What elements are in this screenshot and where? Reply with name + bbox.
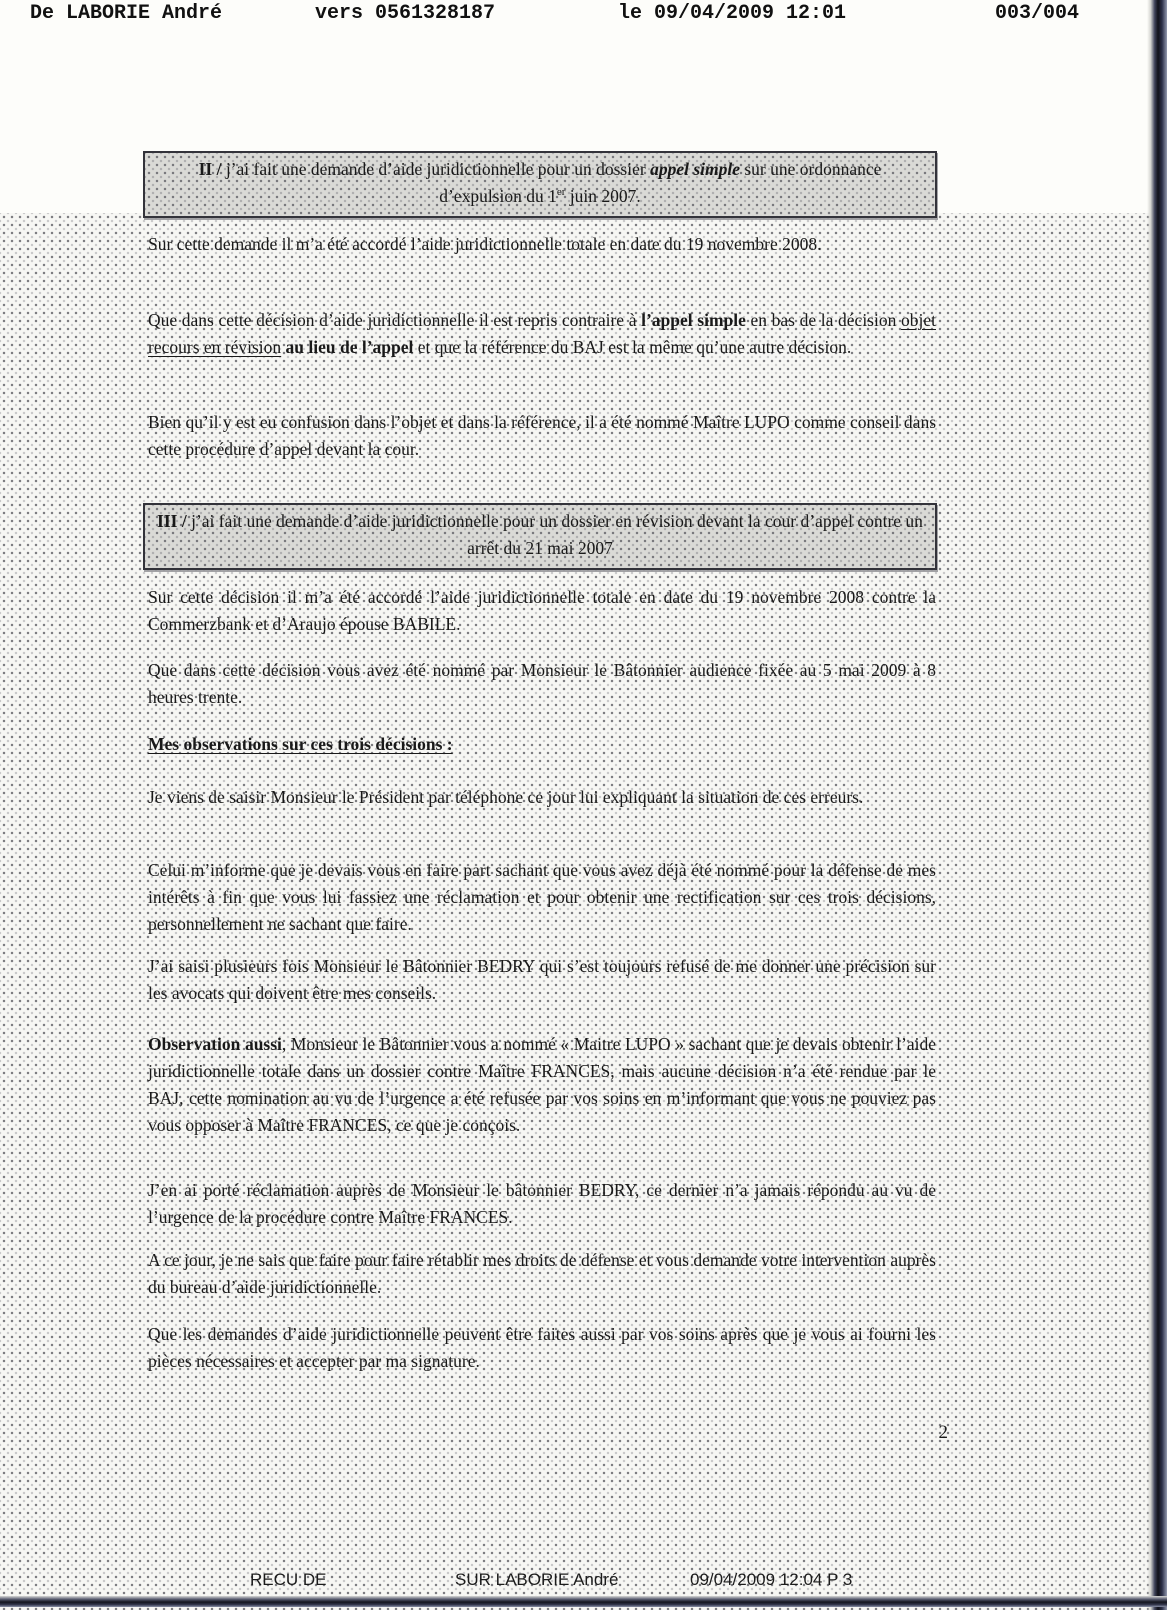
paragraph — [148, 953, 936, 1007]
paragraph — [148, 784, 936, 811]
fax-page-counter: 003/004 — [995, 2, 1080, 25]
scan-edge-right — [1147, 0, 1167, 1610]
text-run: Celui m’informe que je devais vous en faire part sachant que vous avez déjà été nommé pour la défense de mes intérêts à fin que vous lui fassiez une réclamation et pour obtenir une rectification sur ces trois décisions, personnellement ne sachant que faire. — [148, 860, 936, 934]
text-run: Je viens de saisir Monsieur le Président par téléphone ce jour lui expliquant la situation de ces erreurs. — [148, 787, 864, 807]
text-run: appel simple — [650, 159, 740, 179]
paragraph — [148, 657, 936, 711]
text-run: A ce jour, je ne sais que faire pour faire rétablir mes droits de défense et vous demande votre intervention auprès du bureau d’aide juridictionnelle. — [148, 1250, 936, 1297]
page-number: 2 — [938, 1422, 948, 1443]
text-run: J’ai saisi plusieurs fois Monsieur le Bâtonnier BEDRY qui s’est toujours refusé de me donner une précision sur les avocats qui doivent être mes conseils. — [148, 956, 936, 1003]
paragraph — [148, 1177, 936, 1231]
text-run: sur une ordonnance d’expulsion du 1 — [439, 159, 882, 206]
text-run: j’ai fait une demande d’aide juridictionnelle pour un dossier en révision devant la cour d’appel contre un arrêt du 21 mai 2007 — [186, 511, 923, 558]
text-run: II / — [198, 159, 226, 179]
paragraph — [148, 857, 936, 938]
section-heading-box — [143, 503, 937, 570]
text-run: Bien qu’il y est eu confusion dans l’objet et dans la référence, il a été nommé Maître LUPO comme conseil dans cette procédure d’appel devant la cour. — [148, 412, 936, 459]
text-run: er — [556, 186, 566, 199]
text-run: Observation aussi — [148, 1034, 282, 1054]
paragraph — [148, 307, 936, 361]
text-run: juin 2007. — [565, 186, 641, 206]
text-run: Que dans cette décision vous avez été nommé par Monsieur le Bâtonnier audience fixée au 5 mai 2009 à 8 heures trente. — [148, 660, 936, 707]
paragraph — [148, 1247, 936, 1301]
text-run: , Monsieur le Bâtonnier vous a nommé « Maitre LUPO » sachant que je devais obtenir l’aide juridictionnelle totale dans un dossier contre Maître FRANCES, mais aucune décision n’a été rendue par le BAJ, cette nomination au vu de l’urgence a été refusée par vos soins en m’informant que vous ne pouviez pas vous opposer à Maître FRANCES, ce que je conçois. — [148, 1034, 936, 1135]
text-run: Que les demandes d’aide juridictionnelle peuvent être faites aussi par vos soins après que je vous ai fourni les pièces nécessaires et accepter par ma signature. — [148, 1324, 936, 1371]
paragraph — [148, 584, 936, 638]
fax-received-label: RECU DE — [250, 1570, 327, 1589]
section-heading — [148, 731, 936, 758]
text-run: l’appel simple — [641, 310, 746, 330]
fax-sender-label: SUR LABORIE André — [455, 1570, 619, 1589]
fax-sender-name: De LABORIE André — [30, 2, 223, 25]
text-run: III / — [157, 511, 187, 531]
text-run: J’en ai porté réclamation auprès de Monsieur le bâtonnier BEDRY, ce dernier n’a jamais répondu au vu de l’urgence de la procédure contre Maître FRANCES. — [148, 1180, 936, 1227]
paragraph — [148, 1031, 936, 1139]
text-run: et que la référence du BAJ est la même qu’une autre décision. — [413, 337, 852, 357]
text-run: au lieu de l’appel — [285, 337, 414, 357]
text-run: en bas de la décision — [745, 310, 901, 330]
fax-datetime: le 09/04/2009 12:01 — [618, 2, 847, 25]
scan-edge-bottom — [0, 1596, 1167, 1607]
fax-destination: vers 0561328187 — [315, 2, 496, 25]
text-run: Mes observations sur ces trois décisions : — [148, 734, 453, 754]
paragraph — [148, 409, 936, 463]
section-heading-box — [143, 151, 937, 218]
paragraph — [148, 231, 936, 258]
fax-reception-timestamp: 09/04/2009 12:04 P 3 — [690, 1570, 853, 1589]
text-run: Que dans cette décision d’aide juridictionnelle il est repris contraire à — [148, 310, 642, 330]
text-run: objet recours en révision — [148, 310, 936, 357]
text-run: j’ai fait une demande d’aide juridictionnelle pour un dossier — [225, 159, 651, 179]
text-run: Sur cette demande il m’a été accordé l’aide juridictionnelle totale en date du 19 novembre 2008. — [148, 234, 822, 254]
text-run: Sur cette décision il m’a été accordé l’aide juridictionnelle totale en date du 19 novembre 2008 contre la Commerzbank et d’Araujo épouse BABILE. — [148, 587, 936, 634]
paragraph — [148, 1321, 936, 1375]
